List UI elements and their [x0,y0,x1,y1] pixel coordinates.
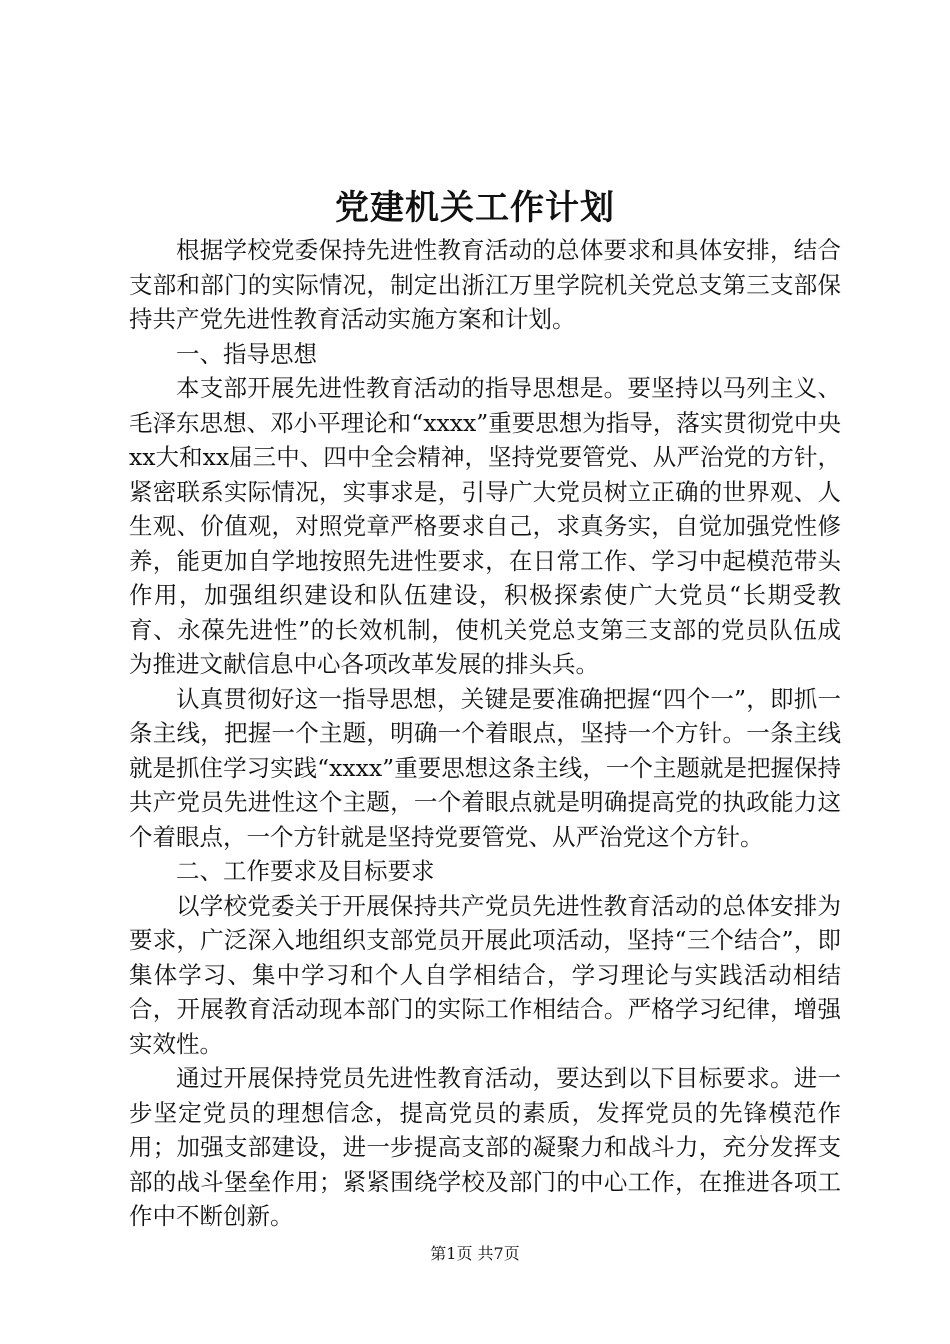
paragraph-guiding-thought: 本支部开展先进性教育活动的指导思想是。要坚持以马列主义、毛泽东思想、邓小平理论和“xxxx”重要思想为指导，落实贯彻党中央xx大和xx届三中、四中全会精神，坚持党要管党、从严治党的方针，紧密联系实际情况，实事求是，引导广大党员树立正确的世界观、人生观、价值观，对照党章严格要求自己，求真务实，自觉加强党性修养，能更加自学地按照先进性要求，在日常工作、学习中起模范带头作用，加强组织建设和队伍建设，积极探索使广大党员“长期受教育、永葆先进性”的长效机制，使机关党总支第三支部的党员队伍成为推进文献信息中心各项改革发展的排头兵。 [129,374,841,678]
document-title: 党建机关工作计划 [335,188,615,228]
section-heading-work-requirements: 二、工作要求及目标要求 [176,857,435,885]
paragraph-goals: 通过开展保持党员先进性教育活动，要达到以下目标要求。进一步坚定党员的理想信念，提高党员的素质，发挥党员的先锋模范作用；加强支部建设，进一步提高支部的凝聚力和战斗力，充分发挥支部的战斗堡垒作用；紧紧围绕学校及部门的中心工作，在推进各项工作中不断创新。 [129,1064,841,1230]
paragraph-work-requirements: 以学校党委关于开展保持共产党员先进性教育活动的总体安排为要求，广泛深入地组织支部党员开展此项活动，坚持“三个结合”，即集体学习、集中学习和个人自学相结合，学习理论与实践活动相结合，开展教育活动现本部门的实际工作相结合。严格学习纪律，增强实效性。 [129,891,841,1058]
page-number-footer: 第1页 共7页 [430,1244,520,1263]
paragraph-four-ones: 认真贯彻好这一指导思想，关键是要准确把握“四个一”，即抓一条主线，把握一个主题，明确一个着眼点，坚持一个方针。一条主线就是抓住学习实践“xxxx”重要思想这条主线，一个主题就是把握保持共产党员先进性这个主题，一个着眼点就是明确提高党的执政能力这个着眼点，一个方针就是坚持党要管党、从严治党这个方针。 [129,684,841,851]
section-heading-guiding-thought: 一、指导思想 [176,339,317,368]
document-body [129,233,841,1234]
paragraph-intro: 根据学校党委保持先进性教育活动的总体要求和具体安排，结合支部和部门的实际情况，制定出浙江万里学院机关党总支第三支部保持共产党先进性教育活动实施方案和计划。 [129,236,841,333]
